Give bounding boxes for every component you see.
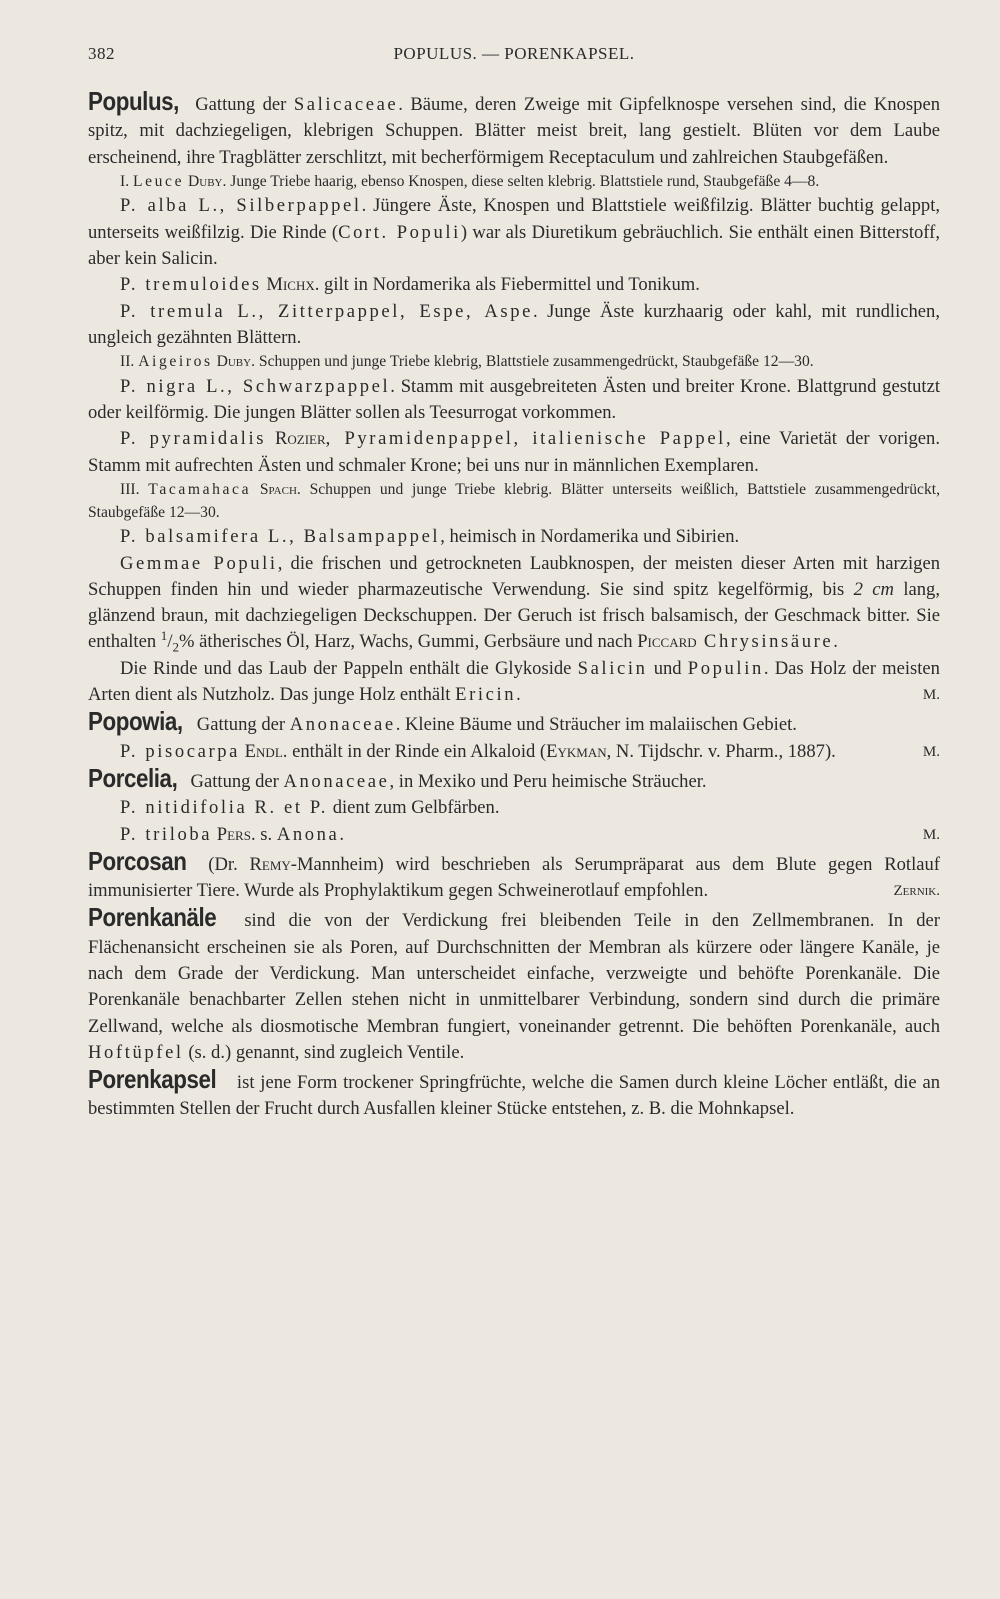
species-pyramidalis: P. pyramidalis Rozier, Pyramidenpappel, italienische Pappel, eine Varietät der vorigen. Stamm mit aufrechten Ästen und schmaler Krone; bei uns nur in männlichen Exemplaren. [88,428,940,476]
lemma-porenkanaele: Porenkanäle [88,902,217,933]
section-aigeiros: II. Aigeiros Duby. Schuppen und junge Triebe klebrig, Blattstiele zusammengedrückt, Staubgefäße 12—30. [120,353,814,371]
species-tremuloides: P. tremuloides Michx. gilt in Nordamerika als Fiebermittel und Tonikum. [120,274,700,296]
section-tacamahaca: III. Tacamahaca Spach. Schuppen und junge Triebe klebrig. Blätter unterseits weißlich, Battstiele zusammengedrückt, Staubgefäße 12—30. [88,481,940,521]
page-number: 382 [88,44,115,63]
author-signature: M. [922,826,940,843]
entry-populus-intro: Populus, Gattung der Salicaceae. Bäume, deren Zweige mit Gipfelknospe versehen sind, die Knospen spitz, mit dachziegeligen, klebrigen Schuppen. Blätter meist breit, lang gestielt. Blüten vor dem Laube erscheinend, ihre Tragblätter zerschlitzt, mit becherförmigem Receptaculum und zahlreichen Staubgefäßen. [88,86,940,168]
species-pisocarpa: P. pisocarpa Endl. enthält in der Rinde ein Alkaloid (Eykman, N. Tijdschr. v. Pharm., 1887). M. [88,739,940,765]
entry-porenkapsel: Porenkapsel ist jene Form trockener Springfrüchte, welche die Samen durch kleine Löcher entläßt, die an bestimmten Stellen der Frucht durch Ausfallen kleiner Stücke entstehen, z. B. die Mohnkapsel. [88,1064,940,1120]
section-leuce: I. Leuce Duby. Junge Triebe haarig, ebenso Knospen, diese selten klebrig. Blattstiele rund, Staubgefäße 4—8. [120,172,820,190]
author-signature: Zernik. [893,883,940,900]
running-title: POPULUS. — PORENKAPSEL. [393,44,635,63]
rinde-paragraph: Die Rinde und das Laub der Pappeln enthält die Glykoside Salicin und Populin. Das Holz der meisten Arten dient als Nutzholz. Das junge Holz enthält Ericin. M. [88,656,940,709]
page-body [88,88,940,1123]
species-triloba: P. triloba Pers. s. Anona. M. [88,822,940,848]
entry-popowia: Popowia, Gattung der Anonaceae. Kleine Bäume und Sträucher im malaiischen Gebiet. [88,706,797,737]
lemma-populus: Populus, [88,86,179,116]
lemma-porenkapsel: Porenkapsel [88,1064,217,1095]
species-alba: P. alba L., Silberpappel. Jüngere Äste, Knospen und Blattstiele weißfilzig. Blätter buchtig gelappt, unterseits weißfilzig. Die Rinde (Cort. Populi) war als Diuretikum gebräuchlich. Sie enthält einen Bitterstoff, aber kein Salicin. [88,195,941,270]
species-tremula: P. tremula L., Zitterpappel, Espe, Aspe. Junge Äste kurzhaarig oder kahl, mit rundlichen, ungleich gezähnten Blättern. [88,300,940,348]
species-nigra: P. nigra L., Schwarzpappel. Stamm mit ausgebreiteten Ästen und breiter Krone. Blattgrund gestutzt oder keilförmig. Die jungen Blätter sollen als Teesurrogat vorkommen. [88,375,940,424]
entry-porcelia: Porcelia, Gattung der Anonaceae, in Mexiko und Peru heimische Sträucher. [88,762,707,793]
gemmae-populi: Gemmae Populi, die frischen und getrockneten Laubknospen, der meisten dieser Arten mit harzigen Schuppen finden hin und wieder pharmazeutische Verwendung. Sie sind spitz kegelförmig, bis 2 cm lang, glänzend braun, mit dachziegeligen Deckschuppen. Der Geruch ist frisch balsamisch, der Geschmack bitter. Sie enthalten $^1/_2\%$ ätherisches Öl, Harz, Wachs, Gummi, Gerbsäure und nach Piccard Chrysinsäure. [88,552,941,656]
entry-porcosan: Porcosan (Dr. Remy-Mannheim) wird beschrieben als Serumpräparat aus dem Blute gegen Rotlauf immunisierter Tiere. Wurde als Prophylaktikum gegen Schweinerotlauf empfohlen. Zernik. [88,848,940,905]
species-balsamifera: P. balsamifera L., Balsampappel, heimisch in Nordamerika und Sibirien. [120,526,740,548]
lemma-popowia: Popowia, [88,706,183,737]
species-nitidifolia: P. nitidifolia R. et P. dient zum Gelbfärben. [120,797,500,819]
lemma-porcosan: Porcosan [88,845,187,876]
author-signature: M. [922,687,940,704]
author-signature: M. [922,743,940,760]
entry-porenkanaele: Porenkanäle sind die von der Verdickung frei bleibenden Teile in den Zellmembranen. In der Flächenansicht erscheinen sie als Poren, auf Durchschnitten der Membran als kürzere oder längere Kanäle, je nach dem Grade der Verdickung. Man unterscheidet einfache, verzweigte und behöfte Porenkanäle. Die Porenkanäle benachbarter Zellen stehen nicht in unmittelbarer Verbindung, sondern sind durch die primäre Zellwand, welche als diosmotische Membran fungiert, voneinander getrennt. Die behöften Porenkanäle, auch Hoftüpfel (s. d.) genannt, sind zugleich Ventile. [88,902,940,1063]
lemma-porcelia: Porcelia, [88,762,178,793]
running-header [88,44,940,64]
